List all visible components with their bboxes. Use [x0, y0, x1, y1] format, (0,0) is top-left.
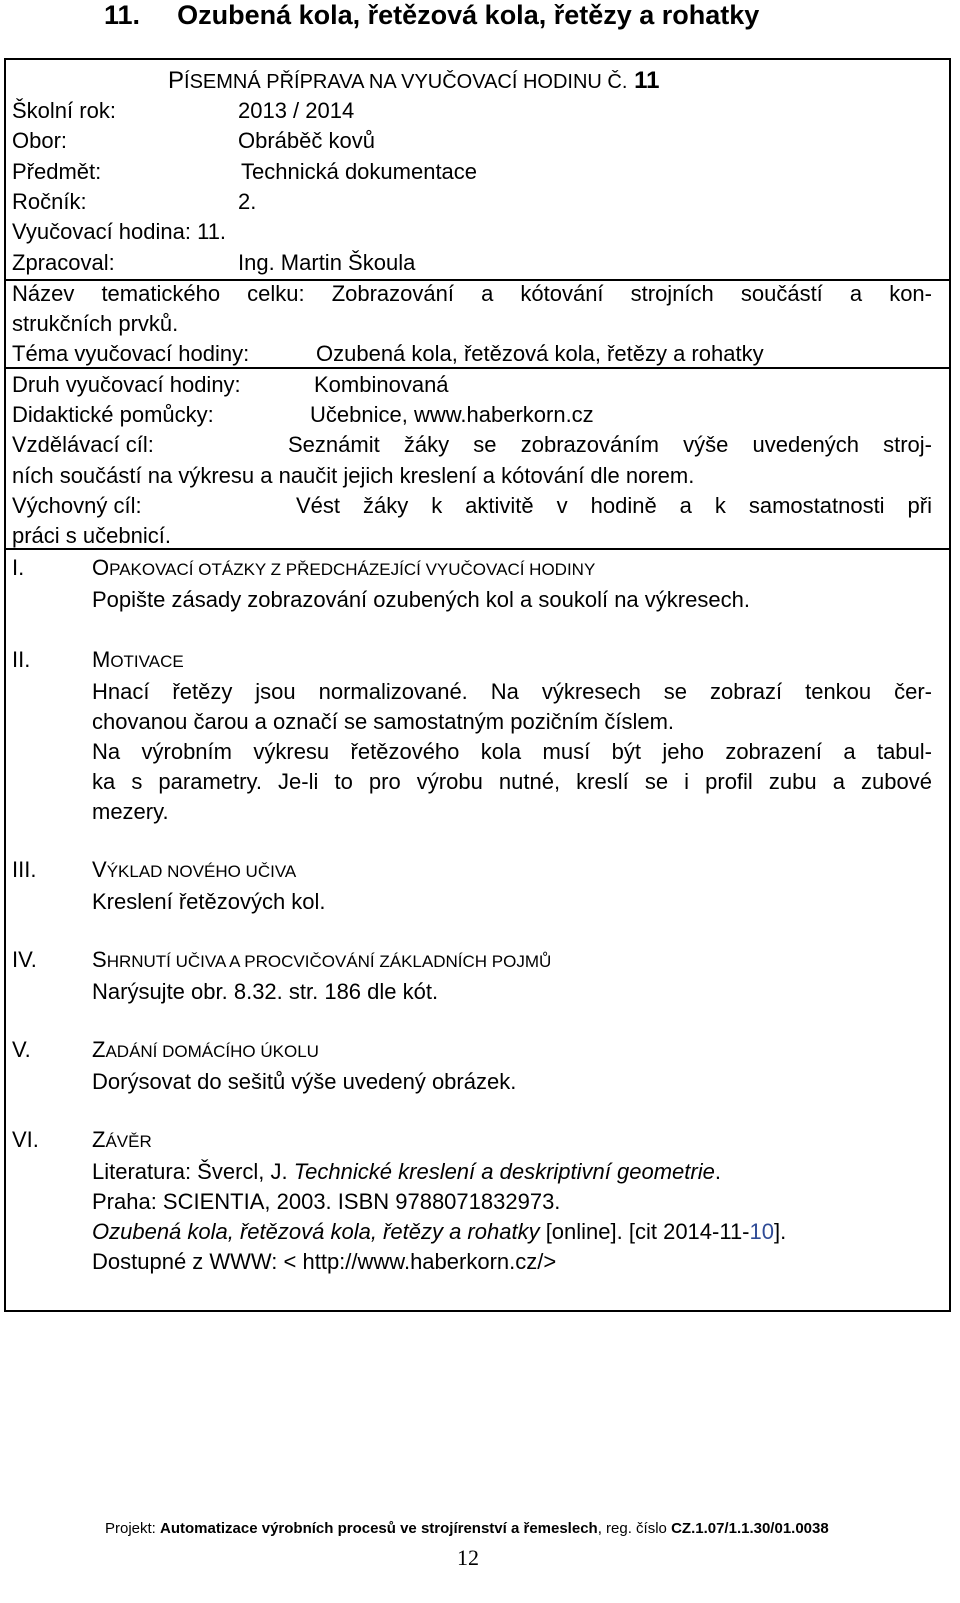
upbr-goal-line-2: práci s učebnicí. — [12, 523, 171, 548]
section-3-line: Kreslení řetězových kol. — [92, 889, 326, 914]
section-6 — [92, 1125, 932, 1277]
section-4-heading: SHRNUTÍ UČIVA A PROCVIČOVÁNÍ ZÁKLADNÍCH POJMŮ — [92, 947, 552, 972]
section-2-line: chovanou čarou a označí se samostatným pozičním číslem. — [92, 709, 675, 734]
edu-goal-label: Vzdělávací cíl: — [12, 432, 154, 457]
subject-row: Předmět: Technická dokumentace — [12, 159, 478, 184]
edu-goal-line-2: ních součástí na výkresu a naučit jejich kreslení a kótování dle norem. — [12, 463, 695, 488]
lesson-row: Vyučovací hodina: 11. — [12, 219, 227, 244]
literature-line-1: Literatura: Švercl, J. Technické kreslení a deskriptivní geometrie. — [92, 1159, 721, 1184]
section-6-number: VI. — [12, 1127, 39, 1152]
author-row: Zpracoval: Ing. Martin Škoula — [12, 250, 416, 275]
page-heading — [104, 0, 759, 32]
section-4 — [92, 945, 932, 1007]
literature-line-2: Praha: SCIENTIA, 2003. ISBN 9788071832973. — [92, 1189, 561, 1214]
heading-title: Ozubená kola, řetězová kola, řetězy a rohatky — [177, 0, 760, 30]
section-3 — [92, 855, 932, 917]
section-6-heading: ZÁVĚR — [92, 1127, 152, 1152]
section-4-number: IV. — [12, 947, 37, 972]
type-row: Druh vyučovací hodiny: Kombinovaná — [12, 372, 449, 397]
web-source-line-2: Dostupné z WWW: < http://www.haberkorn.cz/> — [92, 1249, 557, 1274]
unit-line-1: Název tematického celku: Zobrazování a kótování strojních součástí a kon- — [12, 281, 932, 306]
section-1-heading: OPAKOVACÍ OTÁZKY Z PŘEDCHÁZEJÍCÍ VYUČOVACÍ HODINY — [92, 555, 596, 580]
section-2-number: II. — [12, 647, 31, 672]
section-2-line: Na výrobním výkresu řetězového kola musí být jeho zobrazení a tabul- — [92, 739, 932, 764]
project-footer: Projekt: Automatizace výrobních procesů ve strojírenství a řemeslech, reg. číslo CZ.1.07/1.1.30/01.0038 — [105, 1520, 829, 1537]
heading-number: 11. — [104, 0, 141, 30]
section-3-heading: VÝKLAD NOVÉHO UČIVA — [92, 857, 297, 882]
section-2 — [92, 645, 932, 827]
topic-row: Téma vyučovací hodiny: Ozubená kola, řetězová kola, řetězy a rohatky — [12, 341, 764, 366]
upbr-goal-label: Výchovný cíl: — [12, 493, 142, 518]
page-number: 12 — [457, 1545, 479, 1570]
web-source-line-1: Ozubená kola, řetězová kola, řetězy a rohatky [online]. [cit 2014-11-10]. — [92, 1219, 787, 1244]
section-1-number: I. — [12, 555, 25, 580]
section-5-line: Dorýsovat do sešitů výše uvedený obrázek. — [92, 1069, 517, 1094]
section-5 — [92, 1035, 932, 1097]
section-2-line: mezery. — [92, 799, 169, 824]
section-2-line: ka s parametry. Je-li to pro výrobu nutné, kreslí se i profil zubu a zubové — [92, 769, 932, 794]
edu-goal-line-1: Seznámit žáky se zobrazováním výše uvedených stroj- — [288, 432, 932, 457]
section-5-heading: ZADÁNÍ DOMÁCÍHO ÚKOLU — [92, 1037, 319, 1062]
field-row: Obor: Obráběč kovů — [12, 128, 375, 153]
section-2-line: Hnací řetězy jsou normalizované. Na výkresech se zobrazí tenkou čer- — [92, 679, 932, 704]
unit-line-2: strukčních prvků. — [12, 311, 179, 336]
section-3-number: III. — [12, 857, 37, 882]
section-2-heading: MOTIVACE — [92, 647, 184, 672]
grade-row: Ročník: 2. — [12, 189, 257, 214]
section-1 — [92, 553, 932, 615]
school-year-row: Školní rok: 2013 / 2014 — [12, 98, 355, 123]
section-4-line: Narýsujte obr. 8.32. str. 186 dle kót. — [92, 979, 439, 1004]
aids-row: Didaktické pomůcky: Učebnice, www.haberkorn.cz — [12, 402, 594, 427]
section-5-number: V. — [12, 1037, 31, 1062]
plan-title: PÍSEMNÁ PŘÍPRAVA NA VYUČOVACÍ HODINU Č. 11 — [168, 67, 660, 94]
upbr-goal-line-1: Vést žáky k aktivitě v hodině a k samostatnosti při — [296, 493, 932, 518]
section-1-line: Popište zásady zobrazování ozubených kol a soukolí na výkresech. — [92, 587, 750, 612]
